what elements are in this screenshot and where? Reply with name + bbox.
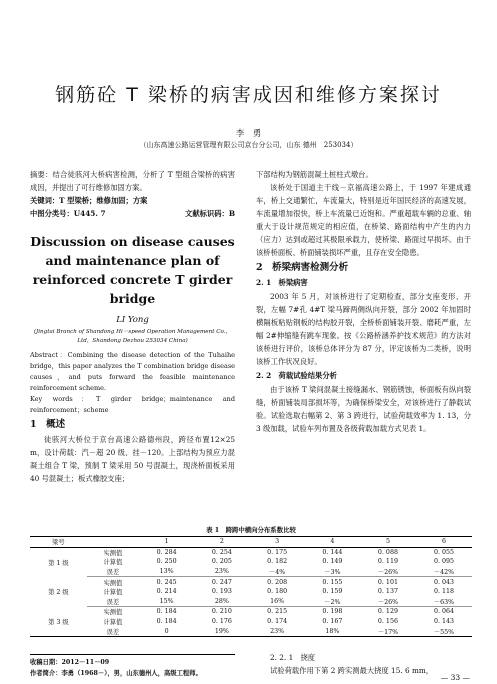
table-cell: 实测值: [103, 579, 123, 587]
table-cell: －3%: [305, 567, 360, 577]
table-cell: －42%: [416, 567, 472, 577]
classification-line: [30, 207, 235, 220]
table-cell: 23%: [194, 567, 249, 577]
table-cell: 0. 095: [433, 558, 454, 566]
table-cell: －63%: [416, 597, 472, 607]
table-cell: 0: [164, 627, 169, 635]
table-cell: 0. 210: [211, 608, 232, 616]
section-2-heading: 2 桥梁病害检测分析: [256, 262, 349, 273]
table-row: [30, 587, 472, 597]
section-2-2-1-heading: 2. 2. 1 挠度: [270, 653, 316, 662]
table-cell: 0. 184: [156, 618, 177, 626]
table-cell: 15%: [139, 597, 194, 607]
table-cell: 0. 208: [267, 578, 288, 586]
table-cell: －26%: [360, 597, 416, 607]
table-row: [30, 547, 472, 557]
clc-number: 中图分类号：U445. 7: [30, 209, 106, 218]
load-level-cell: 第 3 级: [48, 618, 69, 626]
received-date: 收稿日期：2012－11－09: [30, 659, 110, 666]
section-1-heading: 1 概述: [30, 419, 66, 430]
table-cell: －17%: [377, 628, 399, 636]
table-header-cell: 1: [164, 538, 169, 546]
table-cell: 0. 184: [156, 608, 177, 616]
table-cell: 计算值: [103, 589, 123, 597]
table-caption: 表 1 跨跨中横向分布系数比较: [206, 526, 296, 534]
section-2-2-heading: 2. 2 荷载试验结果分析: [256, 371, 337, 380]
table-cell: －55%: [433, 628, 455, 636]
right-intro: 下部结构为钢筋混凝土桩柱式墩台。: [256, 170, 373, 179]
table-cell: 0. 215: [267, 608, 288, 616]
table-cell: 0. 043: [433, 578, 454, 586]
affiliation-line: （山东高速公路运营管理有限公司京台分公司，山东 德州 253034）: [139, 141, 358, 149]
table-cell: 0. 064: [433, 608, 454, 616]
table-cell: 0. 144: [322, 548, 343, 556]
footnote: [30, 658, 245, 679]
table-cell: 0. 159: [322, 588, 343, 596]
english-abstract: Abstract：Combining the disease detection of the Tuhaihe bridge，this paper analyzes the T combination bridge disease causes，and puts forward the feasible maintenance reinforcement scheme.: [30, 351, 235, 392]
table-header-cell: 3: [275, 538, 280, 546]
table-cell: 0. 214: [156, 588, 177, 596]
abstract-cn: 摘要：结合徒骇河大桥病害检测，分析了 T 型组合梁桥的病害成因，并提出了可行维修加固方案。: [30, 170, 235, 192]
table-header-cell: 2: [219, 538, 224, 546]
author-line: 李 勇: [235, 129, 262, 139]
table-row: [30, 607, 472, 617]
table-cell: －2%: [305, 597, 360, 607]
table-cell: 0. 137: [377, 588, 398, 596]
page-number: — 33 —: [440, 673, 470, 682]
table-cell: 0. 245: [156, 578, 177, 586]
table-cell: 16%: [249, 597, 304, 607]
load-level-cell: 第 1 级: [48, 559, 69, 567]
table-row: [30, 617, 472, 627]
table-cell: 0. 176: [211, 618, 232, 626]
left-column: [30, 168, 235, 485]
table-cell: 误差: [87, 597, 139, 607]
section-2-2-text: 由于该桥 T 梁间混凝土接缝漏水、钢筋锈蚀，桥面板有纵向裂缝，桥面铺装局部损坏等，为确保桥梁安全，对该桥进行了静载试验。试验选取右幅第 2、第 3 跨进行，试验荷载效率为 1. 13，分 3 级加载，试验车列布置及各级荷载加载方式见表 1。: [256, 385, 471, 433]
author-bio: 作者简介：李勇（1968－），男，山东德州人，高级工程师。: [30, 669, 202, 677]
table-cell: －26%: [360, 567, 416, 577]
right-paragraph-1: 该桥处于国道主干线－京福高速公路上，于 1997 年建成通车，桥上交通繁忙，车流量大，特别是近年国民经济的高速发展，车流量增加很快，桥上车流量已近饱和。严重超载车辆的总重、轴重大于设计规范规定的相应值，在桥梁、路面结构中产生的内力（应力）达到或超过其极限承载力，使桥梁、路面过早损坏。由于该桥桥面板、桥面铺装损坏严重，且存在安全隐患。: [256, 183, 471, 257]
english-affiliation: (Jingtai Branch of Shandong Hi－speed Operation Management Co.，Ltd，Shandong Dezhou 253034 China): [33, 329, 232, 344]
table-cell: 28%: [194, 597, 249, 607]
table-cell: 0. 088: [377, 548, 398, 556]
paper-title: 钢筋砼 T 梁桥的病害成因和维修方案探讨: [55, 84, 442, 106]
table-cell: 0. 101: [377, 578, 398, 586]
table-cell: 0. 055: [433, 548, 454, 556]
section-2-1-heading: 2. 1 桥梁病害: [256, 278, 308, 287]
table-header-cell: 4: [330, 538, 335, 546]
table-header-cell: [87, 537, 139, 548]
table-cell: 0. 247: [211, 578, 232, 586]
table-cell: 0. 250: [156, 558, 177, 566]
section-1-text: 徒骇河大桥位于京台高速公路德州段，跨径布置12×25 m，设计荷载：汽－超 20 级、挂－120。上部结构为预应力混凝土组合 T 梁，预制 T 梁采用 50 号混凝土，现浇桥面板采用 40 号混凝土；板式橡胶支座；: [30, 435, 235, 483]
footnote-divider: [30, 654, 235, 655]
right-column: [256, 168, 471, 435]
table-cell: 0. 156: [377, 618, 398, 626]
table-cell: 23%: [270, 627, 285, 635]
table-cell: 13%: [139, 567, 194, 577]
table-header-cell: 梁号: [52, 539, 65, 547]
table-header-row: [30, 537, 472, 548]
table-cell: 0. 284: [156, 548, 177, 556]
table-row: [30, 557, 472, 567]
table-cell: 0. 193: [211, 588, 232, 596]
table-header-cell: 6: [441, 538, 446, 546]
english-keywords: Key words：T girder bridge；maintenance and reinforcement；scheme: [30, 395, 235, 414]
table-row: [30, 567, 472, 577]
table-cell: 0. 119: [377, 558, 398, 566]
table-cell: 0. 129: [377, 608, 398, 616]
section-2-2-1-text: 试验荷载作用下第 2 跨实测最大挠度 15. 6 mm，: [270, 666, 434, 675]
table-cell: 19%: [214, 627, 229, 635]
distribution-table: [30, 536, 472, 637]
table-cell: 0. 180: [267, 588, 288, 596]
table-cell: 误差: [87, 567, 139, 577]
table-cell: 0. 155: [322, 578, 343, 586]
table-header-cell: 5: [385, 538, 390, 546]
table-row: [30, 577, 472, 587]
table-cell: －4%: [249, 567, 304, 577]
section-2-1-text: 2003 年 5 月，对该桥进行了定期检查，部分支座变形、开裂，左幅 7#孔 4#T 梁马蹄两侧纵向开裂，部分 2002 年加固时横隔板粘贴钢板的结构胶开裂，全桥桥面铺装开裂、磨耗严重，左幅 2#伸缩缝有跳车现象。按《公路桥涵养护技术规范》的方法对该桥进行评价，该桥总体评分为 87 分，评定该桥为二类桥，说明该桥工作状况良好。: [256, 292, 471, 366]
table-cell: 实测值: [103, 609, 123, 617]
table-1: [30, 525, 472, 637]
english-title: Discussion on disease causes and maintenance plan of reinforced concrete T girder bridge: [30, 234, 235, 306]
table-cell: 实测值: [103, 549, 123, 557]
document-code: 文献标识码：B: [185, 209, 235, 218]
table-row: [30, 626, 472, 636]
english-author: LI Yong: [116, 315, 149, 325]
table-cell: 0. 149: [322, 558, 343, 566]
table-cell: 0. 167: [322, 618, 343, 626]
table-cell: 0. 205: [211, 558, 232, 566]
table-cell: 0. 182: [267, 558, 288, 566]
table-cell: 误差: [106, 628, 120, 636]
table-cell: 0. 118: [433, 588, 454, 596]
table-cell: 0. 143: [433, 618, 454, 626]
keywords-cn: 关键词：T 型梁桥；维修加固；方案: [30, 196, 148, 205]
table-cell: 0. 175: [267, 548, 288, 556]
table-cell: 计算值: [103, 619, 123, 627]
table-cell: 0. 174: [267, 618, 288, 626]
table-row: [30, 597, 472, 607]
table-cell: 0. 198: [322, 608, 343, 616]
load-level-cell: 第 2 级: [48, 589, 69, 597]
table-cell: 18%: [325, 627, 340, 635]
table-cell: 0. 254: [211, 548, 232, 556]
table-cell: 计算值: [103, 559, 123, 567]
